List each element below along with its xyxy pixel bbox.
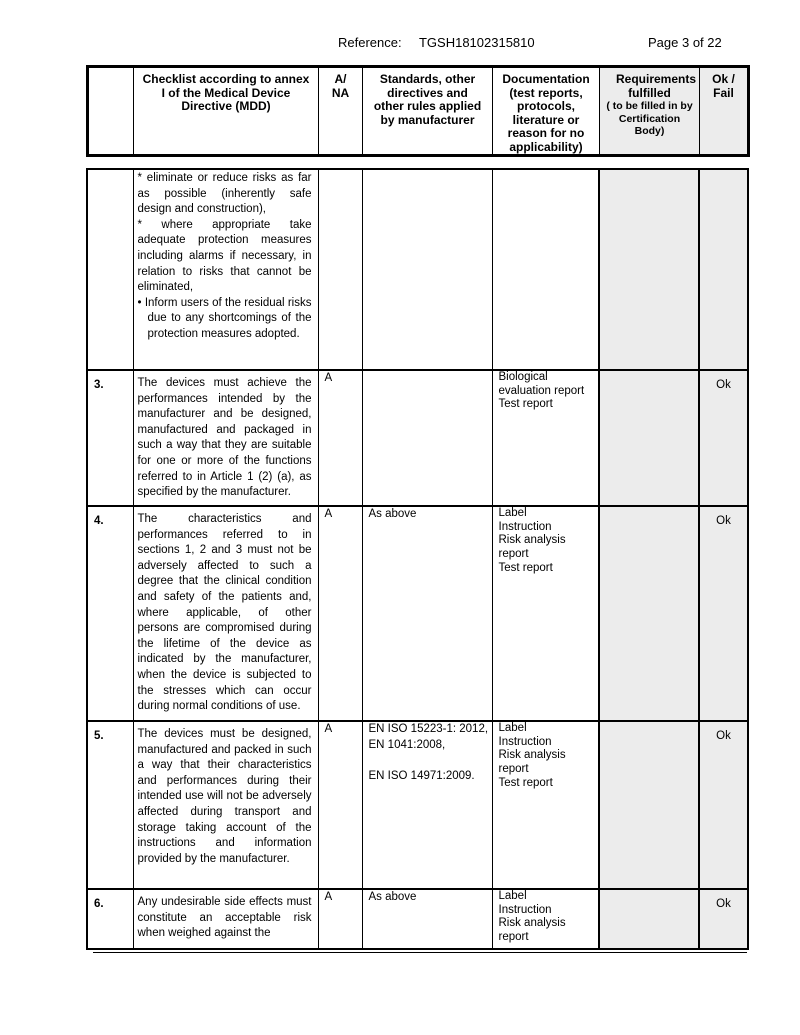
item-ok-fail: [699, 169, 748, 370]
item-standards: [362, 169, 492, 370]
table-row: [87, 169, 748, 370]
item-requirement-text: [133, 889, 318, 949]
requirement-line: * eliminate or reduce risks as far as possible (inherently safe design and construction),: [137, 172, 312, 216]
item-ana: A: [318, 721, 362, 889]
item-ok-fail: Ok: [699, 506, 748, 721]
header-requirements-note: ( to be filled in by Certification Body): [606, 100, 693, 137]
item-ok-fail: Ok: [699, 370, 748, 506]
item-number: 4.: [87, 506, 133, 721]
item-documentation: Biological evaluation report Test report: [492, 370, 599, 506]
requirement-line: * where appropriate take adequate protection measures including alarms if necessary, in relation to risks that cannot be eliminated,: [137, 218, 312, 294]
header-standards: Standards, other directives and other rules applied by manufacturer: [363, 67, 493, 156]
item-requirement-text: [133, 169, 318, 370]
item-ok-fail: Ok: [699, 889, 748, 949]
item-ana: A: [318, 370, 362, 506]
reference: [338, 35, 535, 50]
page-number: Page 3 of 22: [648, 35, 722, 50]
table-row: [87, 721, 748, 889]
table-row: [87, 506, 748, 721]
item-requirements-fulfilled: [599, 721, 699, 889]
item-requirement-text: [133, 370, 318, 506]
item-requirement-text: [133, 506, 318, 721]
table-row: [87, 889, 748, 949]
header-ana: A/ NA: [319, 67, 363, 156]
item-requirements-fulfilled: [599, 889, 699, 949]
reference-label: Reference:: [338, 35, 402, 50]
header-requirements: [600, 67, 700, 156]
item-number: 6.: [87, 889, 133, 949]
header-num-cell: [88, 67, 134, 156]
item-standards: [362, 370, 492, 506]
item-documentation: Label Instruction Risk analysis report: [492, 889, 599, 949]
item-ana: A: [318, 506, 362, 721]
header-requirements-title: Requirements fulfilled: [616, 72, 697, 100]
item-ok-fail: Ok: [699, 721, 748, 889]
header-checklist: Checklist according to annex I of the Medical Device Directive (MDD): [134, 67, 319, 156]
item-requirement-text: [133, 721, 318, 889]
requirement-line: The devices must achieve the performances intended by the manufacturer and be designed, manufactured and packaged in such a way that they are suitable for one or more of the functions referred to in Article 1 (2) (a), as specified by the manufacturer.: [137, 377, 312, 499]
item-number: [87, 169, 133, 370]
requirement-line: • Inform users of the residual risks due to any shortcomings of the protection measures adopted.: [137, 296, 312, 340]
requirement-line: The characteristics and performances referred to in sections 1, 2 and 3 must not be adversely affected to such a degree that the clinical condition and safety of the patients and, where applicable, of other persons are compromised during the lifetime of the device as indicated by the manufacturer, when the device is subjected to the stresses which can occur during normal conditions of use.: [137, 513, 312, 713]
item-documentation: [492, 169, 599, 370]
item-requirements-fulfilled: [599, 169, 699, 370]
requirement-line: The devices must be designed, manufactured and packed in such a way that their characteristics and performances during their intended use will not be adversely affected during transport and storage taking account of the instructions and information provided by the manufacturer.: [137, 728, 312, 865]
footer-divider: [93, 952, 747, 953]
header-okfail: Ok / Fail: [700, 67, 749, 156]
item-standards: As above: [362, 889, 492, 949]
table-row: [87, 370, 748, 506]
item-number: 5.: [87, 721, 133, 889]
item-ana: [318, 169, 362, 370]
item-number: 3.: [87, 370, 133, 506]
item-standards: As above: [362, 506, 492, 721]
reference-value: TGSH18102315810: [418, 35, 535, 50]
column-header-table: [86, 65, 750, 157]
header-documentation: Documentation (test reports, protocols, literature or reason for no applicability): [493, 67, 600, 156]
requirement-line: Any undesirable side effects must constitute an acceptable risk when weighed against the: [137, 896, 312, 940]
item-standards: EN ISO 15223-1: 2012, EN 1041:2008, EN ISO 14971:2009.: [362, 721, 492, 889]
item-requirements-fulfilled: [599, 506, 699, 721]
item-ana: A: [318, 889, 362, 949]
item-documentation: Label Instruction Risk analysis report Test report: [492, 721, 599, 889]
item-documentation: Label Instruction Risk analysis report Test report: [492, 506, 599, 721]
item-requirements-fulfilled: [599, 370, 699, 506]
checklist-table: [86, 168, 749, 950]
